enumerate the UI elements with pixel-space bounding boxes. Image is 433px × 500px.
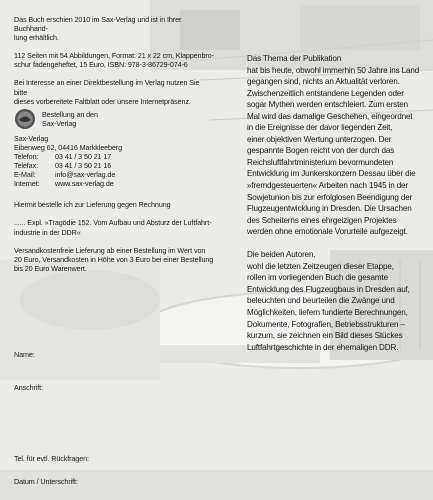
desc-p2-line-6: Möglichkeiten, liefern fundierte Berechnungen,: [247, 307, 408, 317]
desc-p1-line-4: Zwischenzeitlich entstandene Legenden oder: [247, 88, 404, 98]
desc-p2-line-7: Dokumente, Fotografien, Betriebsstrukturen –: [247, 319, 405, 329]
desc-p1-line-13: Sowjetunion bis zur erfolglosen Beendigung der: [247, 192, 413, 202]
copies-line-2: industrie in der DDR«: [14, 227, 81, 237]
desc-p1-line-5: sogar Mythen werden entschleiert. Zum ersten: [247, 100, 408, 110]
desc-p2-line-5: beleuchten und beurteilen die Zwänge und: [247, 296, 395, 306]
desc-p2-line-3: rollen im vorliegenden Buch die gesamte: [247, 273, 388, 283]
desc-p1-line-8: einer objektiven Wertung unterzogen. Der: [247, 134, 392, 144]
desc-p1-line-16: werden ohne emotionale Vorurteile aufgezeigt.: [247, 227, 408, 237]
desc-p2-line-1: Die beiden Autoren,: [247, 250, 316, 260]
desc-p2-line-8: kurzum, sie zeichnen ein Bild dieses Stückes: [247, 331, 403, 341]
book-description-column: [247, 53, 425, 353]
internet-value[interactable]: www.sax-verlag.de: [55, 179, 114, 189]
email-label: E-Mail:: [14, 170, 36, 180]
desc-p1-line-10: Reichsluftfahrtministerium bevormundeten: [247, 157, 394, 167]
name-field-label[interactable]: Name:: [14, 350, 35, 359]
desc-p1-line-2: hat bis heute, obwohl immerhin 50 Jahre ins Land: [247, 65, 420, 75]
desc-p1-line-14: Flugzeugentwicklung in Dresden. Die Ursachen: [247, 204, 412, 214]
desc-p1-line-12: »fremdgesteuerten« Arbeiten nach 1945 in der: [247, 181, 408, 191]
invoice-line: Hiermit bestelle ich zur Lieferung gegen Rechnung: [14, 200, 171, 210]
order-label-line-1: Bestellung an den: [42, 109, 98, 119]
fax-value: 03 41 / 3 50 21 16: [55, 161, 112, 171]
phone-value: 03 41 / 3 50 21 17: [55, 151, 112, 161]
desc-p2-line-2: wohl die letzten Zeitzeugen dieser Etappe,: [247, 261, 394, 271]
order-label-line-2: Sax-Verlag: [42, 118, 77, 128]
email-value[interactable]: info@sax-verlag.de: [55, 170, 116, 180]
internet-label: Internet:: [14, 179, 40, 189]
copies-line-1[interactable]: ...... Expl. »Tragödie 152. Vom Aufbau und Absturz der Luftfahrt-: [14, 218, 212, 228]
intro-line-2: lung erhältlich.: [14, 33, 59, 43]
phone-field-label[interactable]: Tel. für evtl. Rückfragen:: [14, 454, 89, 463]
desc-p1-line-11: Entwicklung im Junkerskonzern Dessau über die: [247, 169, 416, 179]
fax-label: Telefax:: [14, 161, 38, 171]
desc-p1-line-15: des Scheiterns eines ehrgeizigen Projektes: [247, 215, 397, 225]
desc-p2-line-4: Entwicklung des Flugzeugbaus in Dresden auf,: [247, 284, 410, 294]
address-field-label[interactable]: Anschrift:: [14, 383, 43, 392]
phone-label: Telefon:: [14, 151, 39, 161]
desc-p1-line-1: Das Thema der Publikation: [247, 54, 342, 63]
publisher-address: Eibenweg 62, 04416 Markkleeberg: [14, 142, 122, 152]
shipping-line-2: 20 Euro, Versandkosten in Höhe von 3 Euro bei einer Bestellung: [14, 254, 214, 264]
shipping-line-3: bis 20 Euro Warenwert.: [14, 263, 87, 273]
direct-order-line-2: dieses vorbereitete Faltblatt oder unsere Internetpräsenz.: [14, 96, 191, 106]
specs-line-2: schur fadengeheftet, 15 Euro, ISBN: 978-3-86729-074-6: [14, 60, 188, 70]
desc-p1-line-3: gegangen sind, nichts an Aktualität verloren.: [247, 77, 400, 87]
desc-p2-line-9: Luftfahrtgeschichte in der ehemaligen DDR.: [247, 342, 399, 352]
direct-order-line-1: Bei Interesse an einer Direktbestellung im Verlag nutzen Sie bitte: [14, 78, 200, 97]
intro-line-1: Das Buch erschien 2010 im Sax-Verlag und ist in Ihrer Buchhand-: [14, 15, 182, 34]
specs-line-1: 112 Seiten mit 54 Abbildungen, Format: 21 x 22 cm, Klappenbro-: [14, 51, 214, 61]
desc-p1-line-9: gespannte Bogen reicht von der durch das: [247, 146, 395, 156]
desc-p1-line-6: Mal wird das damalige Geschehen, eingeordnet: [247, 111, 413, 121]
date-signature-field-label[interactable]: Datum / Unterschrift:: [14, 477, 78, 486]
publisher-name: Sax-Verlag: [14, 133, 49, 143]
desc-p1-line-7: in die Ereignisse der davor liegenden Zeit,: [247, 123, 393, 133]
shipping-line-1: Versandkostenfreie Lieferung ab einer Bestellung im Wert von: [14, 245, 206, 255]
